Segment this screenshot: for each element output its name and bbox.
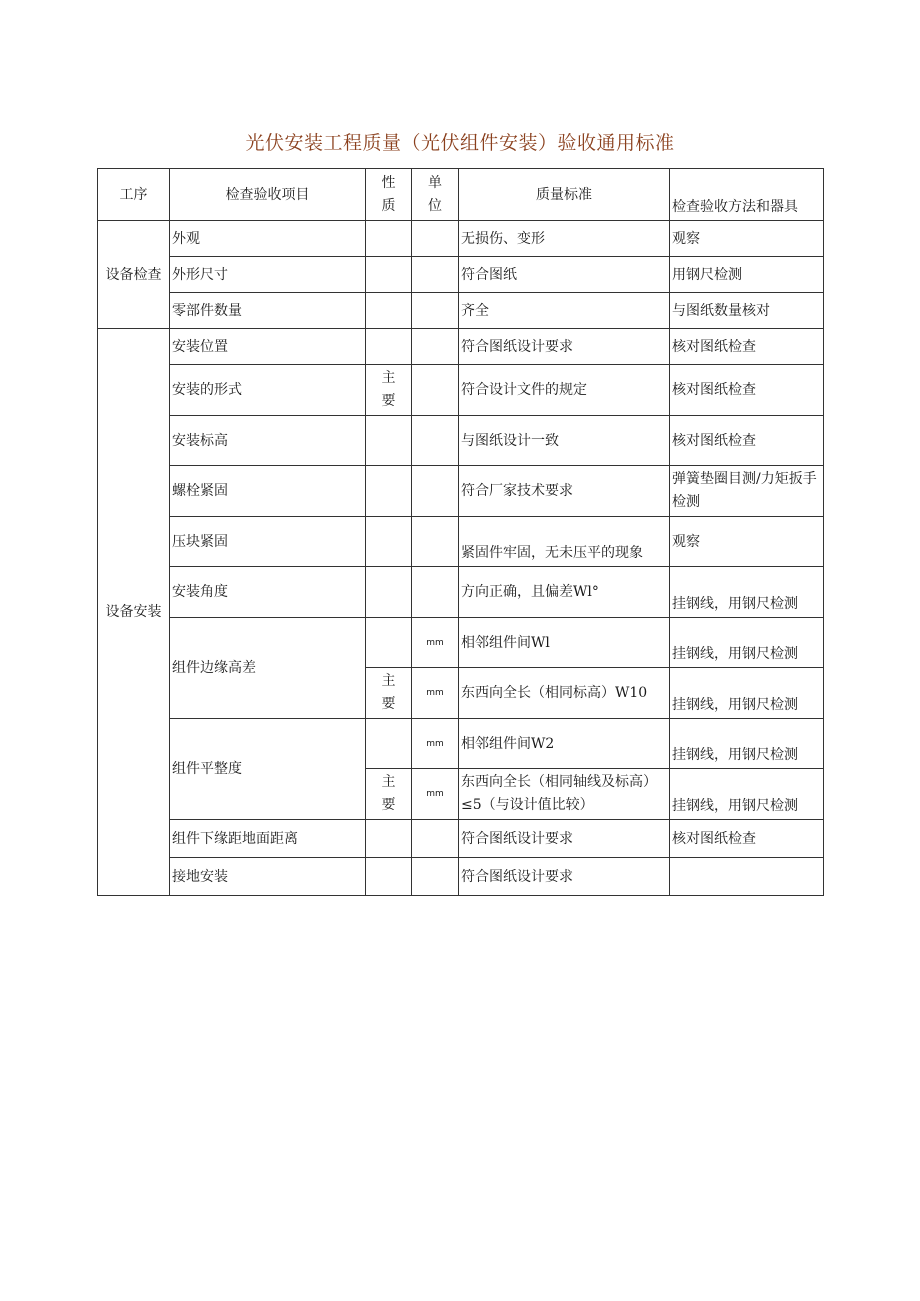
table-row (98, 466, 824, 517)
method-cell: 观察 (670, 517, 824, 567)
method-cell: 挂钢线，用钢尺检测 (670, 719, 824, 769)
unit-cell: mm (412, 719, 459, 769)
method-cell: 用钢尺检测 (670, 257, 824, 293)
nature-cell (366, 517, 412, 567)
table-row (98, 567, 824, 618)
nature-cell (366, 466, 412, 517)
table-row (98, 365, 824, 416)
unit-cell (412, 820, 459, 858)
table-row (98, 618, 824, 668)
standard-cell: 符合图纸 (459, 257, 670, 293)
method-cell: 观察 (670, 221, 824, 257)
item-cell: 外形尺寸 (170, 257, 366, 293)
nature-cell (366, 858, 412, 896)
standard-cell: 东西向全长（相同标高）W10 (459, 668, 670, 719)
method-cell: 核对图纸检查 (670, 820, 824, 858)
unit-cell (412, 257, 459, 293)
nature-cell (366, 416, 412, 466)
header-nature-line1: 性 (381, 174, 396, 191)
item-cell: 安装角度 (170, 567, 366, 618)
method-cell: 挂钢线，用钢尺检测 (670, 769, 824, 820)
unit-cell (412, 466, 459, 517)
standard-cell: 相邻组件间Wl (459, 618, 670, 668)
nature-cell (366, 769, 412, 820)
item-cell: 安装位置 (170, 329, 366, 365)
method-cell: 核对图纸检查 (670, 365, 824, 416)
item-cell: 安装的形式 (170, 365, 366, 416)
standard-cell: 无损伤、变形 (459, 221, 670, 257)
unit-cell: mm (412, 618, 459, 668)
method-cell: 挂钢线，用钢尺检测 (670, 668, 824, 719)
header-nature (366, 169, 412, 221)
nature-cell (366, 221, 412, 257)
standard-cell: 东西向全长（相同轴线及标高）≤5（与设计值比较） (459, 769, 670, 820)
unit-cell (412, 365, 459, 416)
table-row (98, 257, 824, 293)
item-cell: 压块紧固 (170, 517, 366, 567)
standard-cell: 齐全 (459, 293, 670, 329)
header-nature-line2: 质 (381, 197, 396, 214)
standard-cell: 符合厂家技术要求 (459, 466, 670, 517)
unit-cell (412, 221, 459, 257)
nature-cell (366, 329, 412, 365)
unit-cell (412, 416, 459, 466)
nature-cell (366, 365, 412, 416)
header-unit (412, 169, 459, 221)
header-process: 工序 (98, 169, 170, 221)
standard-cell: 与图纸设计一致 (459, 416, 670, 466)
unit-cell: mm (412, 668, 459, 719)
method-cell: 与图纸数量核对 (670, 293, 824, 329)
unit-cell (412, 567, 459, 618)
standard-cell: 方向正确，且偏差Wl° (459, 567, 670, 618)
header-item: 检查验收项目 (170, 169, 366, 221)
item-cell: 零部件数量 (170, 293, 366, 329)
unit-cell (412, 293, 459, 329)
table-row (98, 858, 824, 896)
item-cell: 组件边缘高差 (170, 618, 366, 719)
nature-cell (366, 820, 412, 858)
method-cell: 核对图纸检查 (670, 416, 824, 466)
nature-line2: 要 (381, 696, 396, 712)
nature-line1: 主 (381, 774, 396, 790)
table-header-row (98, 169, 824, 221)
table-row (98, 293, 824, 329)
method-cell: 挂钢线，用钢尺检测 (670, 567, 824, 618)
unit-cell (412, 858, 459, 896)
header-unit-line1: 单 (428, 174, 442, 191)
method-cell: 核对图纸检查 (670, 329, 824, 365)
table-row (98, 719, 824, 769)
method-cell: 挂钢线，用钢尺检测 (670, 618, 824, 668)
unit-cell (412, 329, 459, 365)
item-cell: 组件平整度 (170, 719, 366, 820)
group-equipment-install: 设备安装 (98, 329, 170, 896)
nature-cell (366, 567, 412, 618)
table-row (98, 820, 824, 858)
nature-cell (366, 257, 412, 293)
nature-cell (366, 719, 412, 769)
nature-cell (366, 668, 412, 719)
standard-cell: 符合设计文件的规定 (459, 365, 670, 416)
header-method: 检查验收方法和器具 (670, 169, 824, 221)
item-cell: 螺栓紧固 (170, 466, 366, 517)
table-row (98, 329, 824, 365)
acceptance-standard-table (97, 168, 824, 896)
header-standard: 质量标准 (459, 169, 670, 221)
standard-cell: 符合图纸设计要求 (459, 820, 670, 858)
table-row (98, 416, 824, 466)
standard-cell: 符合图纸设计要求 (459, 858, 670, 896)
item-cell: 接地安装 (170, 858, 366, 896)
group-equipment-check: 设备检查 (98, 221, 170, 329)
nature-line1: 主 (381, 673, 396, 689)
nature-line2: 要 (381, 393, 396, 409)
item-cell: 安装标高 (170, 416, 366, 466)
table-row (98, 221, 824, 257)
item-cell: 外观 (170, 221, 366, 257)
nature-line2: 要 (381, 797, 396, 813)
method-cell: 弹簧垫圈目测/力矩扳手检测 (670, 466, 824, 517)
unit-cell: mm (412, 769, 459, 820)
item-cell: 组件下缘距地面距离 (170, 820, 366, 858)
standard-cell: 紧固件牢固，无未压平的现象 (459, 517, 670, 567)
nature-cell (366, 618, 412, 668)
method-cell (670, 858, 824, 896)
table-row (98, 517, 824, 567)
standard-cell: 符合图纸设计要求 (459, 329, 670, 365)
unit-cell (412, 517, 459, 567)
document-title: 光伏安装工程质量（光伏组件安装）验收通用标准 (245, 132, 675, 154)
nature-line1: 主 (381, 370, 396, 386)
header-unit-line2: 位 (428, 197, 442, 214)
standard-cell: 相邻组件间W2 (459, 719, 670, 769)
nature-cell (366, 293, 412, 329)
